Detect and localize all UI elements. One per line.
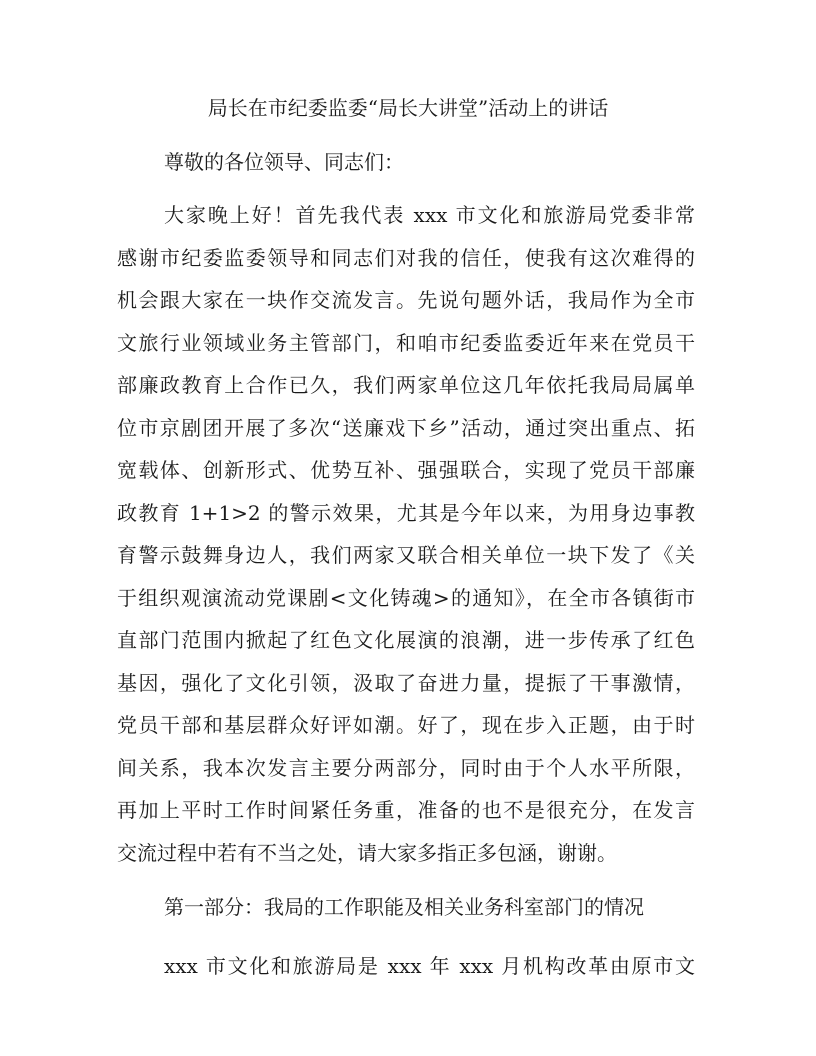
salutation: 尊敬的各位领导、同志们： (164, 150, 404, 174)
section-heading: 第一部分：我局的工作职能及相关业务科室部门的情况 (164, 895, 644, 919)
paragraph-line: 直部门范围内掀起了红色文化展演的浪潮，进一步传承了红色 (117, 628, 695, 652)
paragraph-line: 宽载体、创新形式、优势互补、强强联合，实现了党员干部廉 (117, 458, 695, 482)
paragraph-line: 再加上平时工作时间紧任务重，准备的也不是很充分，在发言 (117, 798, 695, 822)
paragraph-line: 机会跟大家在一块作交流发言。先说句题外话，我局作为全市 (117, 288, 695, 312)
paragraph-line: xxx 市文化和旅游局是 xxx 年 xxx 月机构改革由原市文 (164, 953, 695, 978)
paragraph-line: 党员干部和基层群众好评如潮。好了，现在步入正题，由于时 (117, 713, 695, 737)
document-title: 局长在市纪委监委“局长大讲堂”活动上的讲话 (207, 96, 609, 120)
paragraph-line: 育警示鼓舞身边人，我们两家又联合相关单位一块下发了《关 (117, 543, 695, 567)
paragraph-line: 大家晚上好！首先我代表 xxx 市文化和旅游局党委非常 (164, 203, 695, 227)
paragraph-line: 交流过程中若有不当之处，请大家多指正多包涵，谢谢。 (117, 840, 617, 865)
paragraph-line: 感谢市纪委监委领导和同志们对我的信任，使我有这次难得的 (117, 245, 695, 270)
paragraph-line: 文旅行业领域业务主管部门，和咱市纪委监委近年来在党员干 (117, 330, 695, 355)
paragraph-line: 基因，强化了文化引领，汲取了奋进力量，提振了干事激情， (117, 670, 695, 695)
paragraph-line: 间关系，我本次发言主要分两部分，同时由于个人水平所限， (117, 755, 695, 780)
paragraph-line: 部廉政教育上合作已久，我们两家单位这几年依托我局局属单 (117, 373, 695, 397)
paragraph-line: 位市京剧团开展了多次“送廉戏下乡”活动，通过突出重点、拓 (117, 415, 695, 440)
paragraph-line: 政教育 1+1>2 的警示效果，尤其是今年以来，为用身边事教 (117, 500, 695, 525)
paragraph-line: 于组织观演流动党课剧<文化铸魂>的通知》，在全市各镇街市 (117, 585, 695, 610)
